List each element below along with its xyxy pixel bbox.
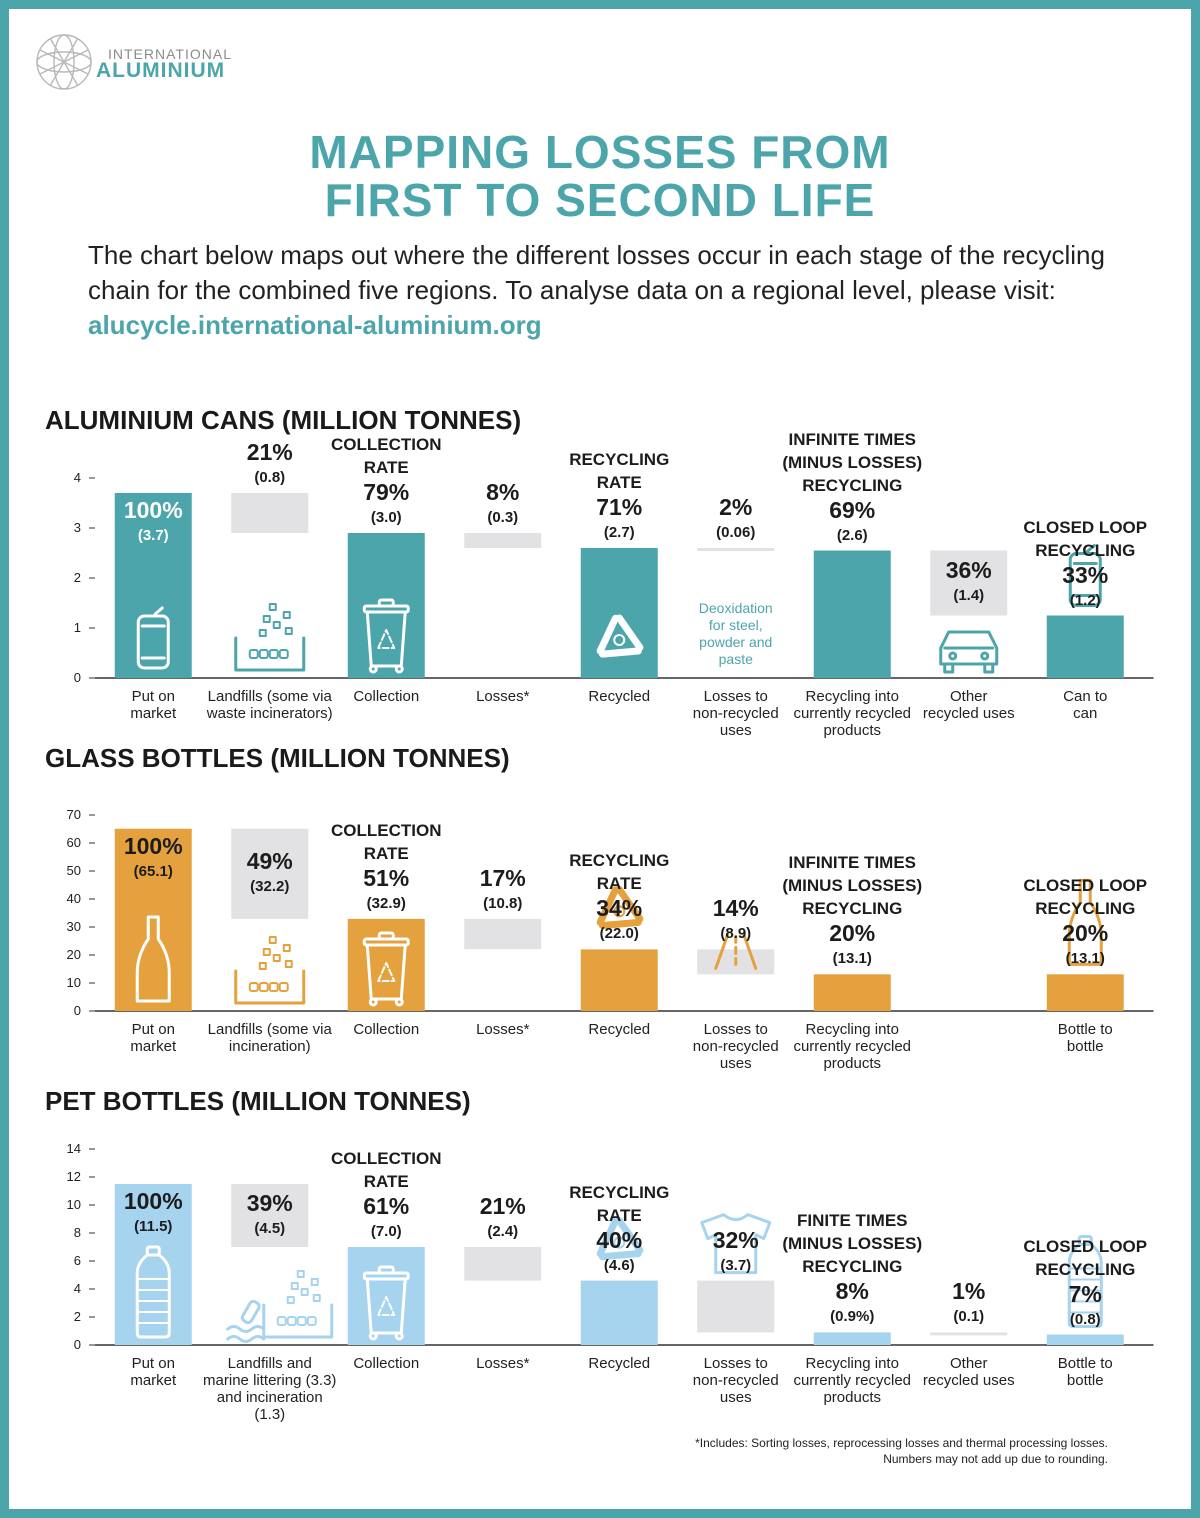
category-label-2: Collection — [353, 1021, 420, 1038]
bar-percent-5: 32% — [712, 1226, 759, 1253]
bar-percent-8: 7% — [1068, 1280, 1102, 1307]
bar-percent-6: 20% — [829, 920, 876, 947]
category-label-5: Losses to non-recycled uses — [692, 688, 779, 739]
bar-percent-1: 21% — [246, 439, 293, 465]
y-tick-label: 10 — [66, 1197, 81, 1212]
category-label-4: Recycled — [588, 688, 651, 705]
bar-value-1: (4.5) — [254, 1220, 286, 1237]
bar-value-4: (4.6) — [603, 1256, 635, 1274]
bar-4 — [581, 949, 658, 1011]
y-tick-label: 60 — [66, 835, 81, 850]
y-tick-label: 30 — [66, 919, 81, 934]
bar-percent-2: 51% — [363, 864, 410, 891]
logo-text-aluminium: ALUMINIUM — [96, 59, 226, 82]
bar-value-6: (2.6) — [836, 526, 868, 544]
bar-value-4: (22.0) — [599, 925, 639, 943]
y-tick-label: 2 — [73, 1309, 81, 1324]
category-label-6: Recycling into currently recycled products — [793, 1021, 912, 1072]
car-icon — [941, 632, 997, 672]
logo-text-international: INTERNATIONAL — [108, 46, 232, 62]
section-title-pet: PET BOTTLES (MILLION TONNES) — [45, 1086, 471, 1116]
chart-aluminium-cans — [40, 429, 1160, 760]
bar-percent-6: 8% — [835, 1278, 869, 1305]
category-label-6: Recycling into currently recycled products — [793, 1355, 912, 1406]
y-tick-label: 14 — [66, 1141, 81, 1156]
y-tick-label: 4 — [73, 470, 81, 485]
bar-6 — [814, 1332, 891, 1345]
category-label-7: Other recycled uses — [922, 1355, 1015, 1389]
bar-8 — [1047, 974, 1124, 1011]
loss-bar-3 — [464, 1247, 541, 1281]
bar-value-8: (13.1) — [1065, 950, 1105, 968]
bar-value-3: (2.4) — [487, 1223, 519, 1240]
y-tick-label: 20 — [66, 947, 81, 962]
page-title-line2: FIRST TO SECOND LIFE — [324, 174, 876, 226]
bar-value-8: (1.2) — [1069, 591, 1101, 609]
bar-4 — [581, 1281, 658, 1345]
category-label-1: Landfills and marine littering (3.3) and incineration (1.3) — [203, 1355, 337, 1423]
chart-glass-bottles — [40, 775, 1160, 1095]
category-label-0: Put on market — [130, 688, 177, 722]
category-label-4: Recycled — [588, 1355, 651, 1372]
bar-percent-6: 69% — [829, 496, 876, 523]
y-tick-label: 0 — [73, 670, 81, 685]
landfill-icon — [236, 604, 304, 670]
category-label-3: Losses* — [476, 688, 530, 705]
category-label-0: Put on market — [130, 1021, 177, 1055]
y-tick-label: 8 — [73, 1225, 81, 1240]
loss-bar-3 — [464, 533, 541, 548]
y-tick-label: 6 — [73, 1253, 81, 1268]
loss-bar-5 — [697, 1281, 774, 1333]
y-tick-label: 50 — [66, 863, 81, 878]
bar-value-0: (11.5) — [134, 1218, 173, 1235]
bar-percent-3: 8% — [486, 479, 520, 505]
intro-paragraph — [88, 238, 1118, 343]
loss-bar-5 — [697, 548, 774, 551]
bar-value-2: (32.9) — [366, 894, 406, 912]
bar-value-8: (0.8) — [1069, 1310, 1101, 1328]
category-label-1: Landfills (some via incineration) — [207, 1021, 332, 1055]
category-label-7: Other recycled uses — [922, 688, 1015, 722]
bar-percent-8: 33% — [1062, 561, 1109, 588]
bar-value-2: (7.0) — [370, 1223, 402, 1240]
category-label-8: Can to can — [1063, 688, 1108, 722]
bar-percent-2: 61% — [363, 1193, 410, 1219]
bar-percent-7: 36% — [945, 557, 992, 583]
category-label-3: Losses* — [476, 1355, 530, 1372]
category-label-8: Bottle to bottle — [1057, 1355, 1113, 1389]
category-label-5: Losses to non-recycled uses — [692, 1021, 779, 1072]
y-tick-label: 0 — [73, 1003, 81, 1018]
category-label-2: Collection — [353, 688, 420, 705]
bar-value-5: (0.06) — [716, 524, 756, 541]
category-label-1: Landfills (some via waste incinerators) — [206, 688, 333, 722]
section-title-glass: GLASS BOTTLES (MILLION TONNES) — [45, 743, 510, 773]
category-label-3: Losses* — [476, 1021, 530, 1038]
bar-value-3: (10.8) — [483, 894, 523, 912]
y-tick-label: 4 — [73, 1281, 81, 1296]
bar-header-6: FINITE TIMES (MINUS LOSSES) RECYCLING — [782, 1211, 923, 1277]
intro-link[interactable]: alucycle.international-aluminium.org — [88, 310, 542, 340]
chart-pet-bottles — [40, 1135, 1160, 1425]
category-label-8: Bottle to bottle — [1057, 1021, 1113, 1055]
section-title-cans: ALUMINIUM CANS (MILLION TONNES) — [45, 405, 522, 435]
bar-note-5: Deoxidation for steel, powder and paste — [698, 600, 773, 667]
y-tick-label: 2 — [73, 570, 81, 585]
bar-header-8: CLOSED LOOP RECYCLING — [1023, 1236, 1148, 1279]
bar-percent-4: 34% — [596, 895, 643, 922]
bar-2 — [348, 1247, 425, 1345]
y-tick-label: 10 — [66, 975, 81, 990]
footnote-line1: *Includes: Sorting losses, reprocessing losses and thermal processing losses. — [695, 1436, 1108, 1450]
bar-percent-3: 17% — [479, 864, 526, 891]
y-tick-label: 40 — [66, 891, 81, 906]
bar-value-5: (3.7) — [720, 1256, 752, 1274]
footnote-line2: Numbers may not add up due to rounding. — [883, 1452, 1108, 1466]
y-tick-label: 0 — [73, 1337, 81, 1352]
category-label-5: Losses to non-recycled uses — [692, 1355, 779, 1406]
loss-bar-7 — [930, 1332, 1007, 1335]
page-title-line1: MAPPING LOSSES FROM — [309, 126, 891, 178]
bar-8 — [1047, 1335, 1124, 1346]
category-label-4: Recycled — [588, 1021, 651, 1038]
y-tick-label: 3 — [73, 520, 81, 535]
bar-percent-1: 39% — [246, 1190, 293, 1216]
bar-percent-0: 100% — [123, 497, 183, 523]
marine-landfill-icon — [228, 1271, 332, 1342]
bar-6 — [814, 551, 891, 679]
bar-percent-4: 40% — [596, 1226, 643, 1253]
bar-percent-8: 20% — [1062, 920, 1109, 947]
bar-percent-4: 71% — [596, 494, 643, 520]
bar-header-4: RECYCLING RATE — [569, 450, 670, 492]
bar-value-1: (32.2) — [250, 877, 290, 895]
intro-text: The chart below maps out where the different losses occur in each stage of the recycling chain for the combined five regions. To analyse data on a regional level, please visit: — [88, 240, 1105, 305]
category-label-0: Put on market — [130, 1355, 177, 1389]
category-label-2: Collection — [353, 1355, 420, 1372]
bar-8 — [1047, 616, 1124, 679]
bar-percent-0: 100% — [123, 1188, 183, 1214]
bar-value-5: (8.9) — [720, 925, 752, 943]
category-label-6: Recycling into currently recycled products — [793, 688, 912, 739]
bar-4 — [581, 548, 658, 678]
loss-bar-1 — [231, 493, 308, 533]
y-tick-label: 12 — [66, 1169, 81, 1184]
bar-value-6: (0.9%) — [830, 1308, 875, 1326]
bar-value-4: (2.7) — [603, 524, 635, 541]
loss-bar-1 — [231, 829, 308, 919]
bar-percent-7: 1% — [952, 1278, 986, 1305]
bar-header-6: INFINITE TIMES (MINUS LOSSES) RECYCLING — [782, 429, 923, 495]
bar-value-0: (65.1) — [133, 862, 173, 880]
bar-value-7: (0.1) — [953, 1308, 985, 1326]
bar-header-4: RECYCLING RATE — [569, 1182, 670, 1225]
bar-6 — [814, 974, 891, 1011]
globe-logo-icon — [30, 30, 100, 94]
bar-header-8: CLOSED LOOP RECYCLING — [1023, 876, 1148, 919]
bar-percent-2: 79% — [363, 479, 410, 505]
bar-value-0: (3.7) — [137, 527, 169, 544]
bar-header-2: COLLECTION RATE — [331, 820, 442, 863]
bar-header-4: RECYCLING RATE — [569, 851, 670, 894]
bar-header-2: COLLECTION RATE — [331, 435, 442, 477]
bar-percent-3: 21% — [479, 1193, 526, 1219]
bar-header-2: COLLECTION RATE — [331, 1149, 442, 1191]
bar-percent-0: 100% — [123, 832, 183, 859]
bar-percent-5: 2% — [719, 494, 753, 520]
bar-header-6: INFINITE TIMES (MINUS LOSSES) RECYCLING — [782, 853, 923, 919]
bar-header-8: CLOSED LOOP RECYCLING — [1023, 517, 1148, 560]
bar-value-2: (3.0) — [370, 509, 402, 526]
bar-value-7: (1.4) — [953, 587, 985, 604]
y-tick-label: 70 — [66, 807, 81, 822]
footnote — [695, 1435, 1108, 1467]
bar-value-1: (0.8) — [254, 469, 286, 486]
bar-value-6: (13.1) — [832, 950, 872, 968]
bar-value-3: (0.3) — [487, 509, 519, 526]
bar-percent-1: 49% — [246, 847, 293, 874]
loss-bar-3 — [464, 919, 541, 949]
y-tick-label: 1 — [73, 620, 81, 635]
bar-percent-5: 14% — [712, 895, 759, 922]
landfill-icon — [236, 937, 304, 1003]
